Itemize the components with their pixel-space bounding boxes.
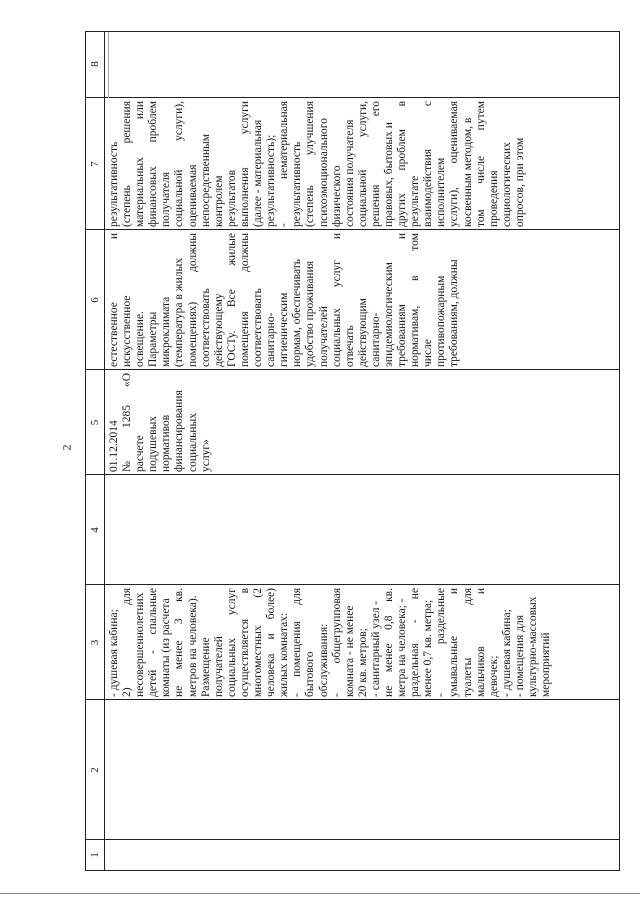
cell-text-line: метров на человека).	[186, 595, 199, 697]
cell-text-line: человека и более)	[265, 588, 278, 697]
column-divider	[86, 474, 619, 475]
cell-text-line: № 1285 «О	[121, 373, 134, 472]
cell-text-line: (степень улучшения	[304, 101, 317, 227]
column-divider	[86, 839, 619, 840]
cell-text-line: социальной услуги),	[173, 101, 186, 227]
services-table	[85, 31, 620, 871]
cell-text-line: - санитарный узел -	[369, 600, 382, 697]
cell-text-line: других проблем в	[396, 101, 409, 227]
cell-text-line: жилых комнатах:	[278, 612, 291, 697]
cell-text-line: помещениях) должны	[186, 233, 199, 367]
header-rule-col8	[108, 32, 109, 98]
cell-text-line: социальных	[186, 413, 199, 472]
cell-text-line: осуществляется в	[238, 588, 251, 697]
cell-text-line: выполнения услуги	[238, 101, 251, 227]
cell-text-line: не менее 0,8 кв.	[382, 588, 395, 697]
column-number-5: 5	[89, 419, 101, 426]
cell-text-line: (далее - материальная	[252, 119, 265, 227]
cell-text-line: умывальные и	[448, 588, 461, 697]
cell-text-line: требованиям и	[396, 233, 409, 367]
cell-text-line: несовершеннолетних	[134, 592, 147, 697]
cell-col5	[108, 373, 213, 472]
cell-text-line: (температура в жилых	[173, 257, 186, 367]
cell-text-line: Параметры	[147, 311, 160, 367]
cell-text-line: (степень решения	[121, 101, 134, 227]
cell-text-line: косвенным методом, в	[461, 117, 474, 227]
column-divider	[86, 369, 619, 370]
cell-text-line: проведения	[487, 170, 500, 227]
cell-col3	[108, 588, 553, 697]
cell-text-line: получателя	[160, 172, 173, 227]
cell-text-line: действующему	[212, 293, 225, 367]
column-number-4: 4	[89, 527, 101, 533]
cell-text-line: 20 кв. метров;	[356, 628, 369, 697]
column-number-6: 6	[89, 297, 101, 303]
cell-text-line: получателей	[212, 636, 225, 697]
cell-text-line: микроклимата	[160, 296, 173, 367]
cell-text-line: состояния получателя	[343, 119, 356, 227]
cell-text-line: соответствовать	[252, 288, 265, 367]
header-rule	[104, 32, 105, 870]
column-number-2: 2	[89, 767, 101, 773]
rotated-table-region	[85, 31, 620, 871]
cell-text-line: получателей	[317, 306, 330, 367]
cell-text-line: оцениваемая	[186, 164, 199, 227]
cell-text-line: не менее 3 кв.	[173, 588, 186, 697]
cell-text-line: финансирования	[173, 390, 186, 472]
cell-text-line: результативность);	[265, 134, 278, 227]
cell-text-line: комната - не менее	[343, 605, 356, 697]
cell-text-line: физического	[330, 165, 343, 227]
cell-text-line: удобство проживания	[304, 260, 317, 367]
cell-text-line: соответствовать	[199, 288, 212, 367]
page-number: 2	[59, 444, 74, 451]
column-divider	[86, 584, 619, 585]
cell-text-line: мероприятий	[540, 632, 553, 697]
cell-text-line: ГОСТу. Все жилые	[225, 233, 238, 367]
cell-text-line: взаимодействия с	[422, 101, 435, 227]
cell-text-line: нормативов	[160, 414, 173, 472]
cell-text-line: освещение.	[134, 311, 147, 367]
cell-text-line: социальных услуг	[225, 588, 238, 697]
cell-text-line: психоэмоционального	[317, 118, 330, 227]
column-divider	[86, 699, 619, 700]
cell-text-line: помещения должны	[238, 233, 251, 367]
cell-text-line: искусственное	[121, 295, 134, 367]
column-divider	[86, 97, 619, 98]
cell-text-line: материальных или	[134, 101, 147, 227]
cell-text-line: - нематериальная	[278, 101, 291, 227]
cell-text-line: социологических	[500, 142, 513, 227]
cell-text-line: 2) для	[121, 588, 134, 697]
cell-text-line: числе	[422, 339, 435, 367]
cell-text-line: естественное и	[108, 233, 120, 367]
cell-text-line: результате	[409, 175, 422, 227]
cell-text-line: услуг»	[199, 439, 212, 472]
cell-text-line: - душевая кабина;	[500, 609, 513, 697]
cell-text-line: санитарно-	[265, 312, 278, 367]
column-divider	[86, 229, 619, 230]
cell-text-line: - душевая кабина;	[108, 609, 120, 697]
cell-text-line: культурно-массовых	[527, 596, 539, 697]
cell-text-line: 01.12.2014	[108, 420, 120, 472]
cell-text-line: результативность	[108, 141, 120, 227]
cell-col6	[108, 233, 462, 367]
cell-text-line: финансовых проблем	[147, 101, 160, 227]
cell-text-line: исполнителем	[435, 157, 448, 227]
cell-text-line: результатов	[225, 169, 238, 227]
cell-text-line: подушевых	[147, 415, 160, 472]
cell-text-line: решения его	[369, 101, 382, 227]
column-number-8: 8	[89, 61, 101, 67]
column-number-3: 3	[89, 639, 101, 646]
cell-text-line: правовых, бытовых и	[382, 122, 395, 227]
cell-text-line: том числе путем	[474, 101, 487, 227]
page-bottom-rule	[0, 893, 640, 894]
cell-text-line: расчете	[134, 435, 147, 472]
cell-text-line: действующим	[356, 298, 369, 367]
cell-text-line: отвечать	[343, 325, 356, 367]
cell-text-line: девочек;	[487, 655, 500, 697]
cell-text-line: - помещения для	[513, 614, 526, 697]
cell-text-line: непосредственным	[199, 133, 212, 227]
cell-text-line: контролем	[212, 175, 225, 227]
cell-text-line: обслуживания:	[317, 623, 330, 697]
cell-text-line: - общегрупповая	[330, 588, 343, 697]
cell-text-line: бытового	[304, 651, 317, 697]
cell-text-line: санитарно-	[369, 312, 382, 367]
column-number-1: 1	[89, 852, 101, 858]
cell-text-line: нормам, обеспечивать	[291, 258, 304, 367]
cell-text-line: нормативам, в том	[409, 233, 422, 367]
cell-text-line: детей - спальные	[147, 588, 160, 697]
cell-text-line: социальной услуги,	[356, 101, 369, 227]
cell-text-line: гигиеническим	[278, 292, 291, 367]
cell-text-line: - помещения для	[291, 588, 304, 697]
cell-text-line: услуги), оцениваемая	[448, 101, 461, 227]
cell-text-line: мальчиков и	[474, 588, 487, 697]
cell-text-line: метра на человека; -	[396, 598, 409, 697]
cell-text-line: опросов, при этом	[513, 137, 526, 227]
cell-text-line: туалеты для	[461, 588, 474, 697]
cell-text-line: требованиям, должны	[448, 259, 461, 367]
cell-text-line: результативность	[291, 141, 304, 227]
cell-text-line: менее 0,7 кв. метра;	[422, 599, 435, 697]
column-number-7: 7	[89, 161, 101, 167]
cell-text-line: социальных услуг и	[330, 233, 343, 367]
cell-text-line: комнаты (из расчета	[160, 598, 173, 697]
cell-text-line: многоместных (2	[252, 588, 265, 697]
cell-text-line: Размещение	[199, 637, 212, 697]
cell-text-line: раздельная - не	[409, 588, 422, 697]
cell-text-line: - раздельные	[435, 588, 448, 697]
cell-text-line: эпидемиологическим	[382, 262, 395, 367]
cell-col7	[108, 101, 527, 227]
cell-text-line: противопожарным	[435, 275, 448, 367]
